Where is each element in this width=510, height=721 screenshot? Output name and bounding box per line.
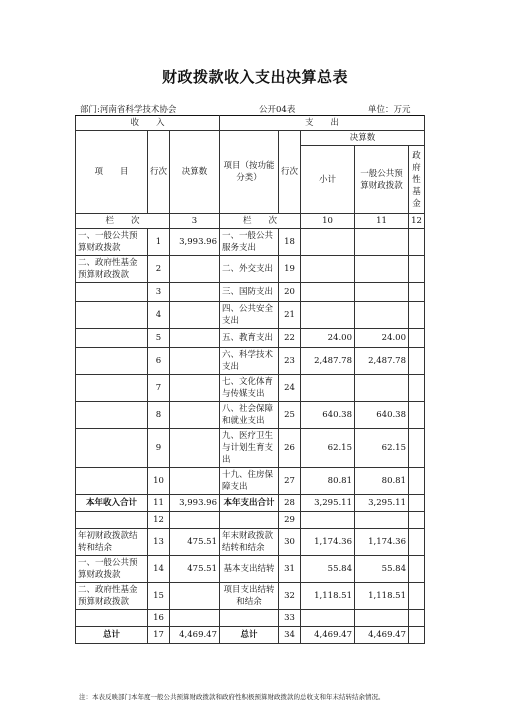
expense-item-cell: 九、医疗卫生与计划生育支出 (220, 429, 279, 468)
income-item-cell: 一、一般公共预算财政拨款 (76, 556, 148, 583)
expense-row-no-cell: 24 (279, 375, 301, 402)
income-amount-cell (170, 329, 220, 348)
table-row (76, 556, 425, 583)
table-row (76, 302, 425, 329)
gov-fund-cell (409, 348, 425, 375)
expense-row-no-cell: 27 (279, 468, 301, 495)
income-item-cell (76, 468, 148, 495)
gov-fund-cell (409, 583, 425, 610)
income-item-cell (76, 512, 148, 529)
expense-header: 支 出 (220, 116, 425, 131)
general-budget-cell: 62.15 (355, 429, 409, 468)
income-row-no-cell: 12 (148, 512, 170, 529)
subtotal-cell: 1,118.51 (301, 583, 355, 610)
subtotal-cell (301, 256, 355, 283)
expense-row-no-cell: 30 (279, 529, 301, 556)
expense-item-cell: 十九、住房保障支出 (220, 468, 279, 495)
subtotal-cell (301, 610, 355, 627)
expense-item-cell: 四、公共安全支出 (220, 302, 279, 329)
subtotal-cell: 1,174.36 (301, 529, 355, 556)
unit-label: 单位：万元 (368, 105, 411, 115)
income-amount-cell: 3,993.96 (170, 495, 220, 512)
table-row (76, 529, 425, 556)
col-10: 10 (301, 214, 355, 229)
expense-item-cell: 六、科学技术支出 (220, 348, 279, 375)
income-amount-cell: 4,469.47 (170, 627, 220, 644)
income-row-no-cell: 1 (148, 229, 170, 256)
gov-fund-cell (409, 627, 425, 644)
subtotal-cell (301, 302, 355, 329)
table-row (76, 283, 425, 302)
expense-item-cell: 三、国防支出 (220, 283, 279, 302)
gov-fund-cell (409, 512, 425, 529)
income-item-cell: 总计 (76, 627, 148, 644)
income-row-no-cell: 7 (148, 375, 170, 402)
expense-item-cell: 五、教育支出 (220, 329, 279, 348)
income-row-no-cell: 11 (148, 495, 170, 512)
general-budget-cell: 1,118.51 (355, 583, 409, 610)
table-row (76, 512, 425, 529)
income-item-cell (76, 329, 148, 348)
income-amount-cell (170, 468, 220, 495)
table-row (76, 583, 425, 610)
income-amount-cell (170, 512, 220, 529)
table-row (76, 495, 425, 512)
gov-fund-cell (409, 283, 425, 302)
col-11: 11 (355, 214, 409, 229)
col-3: 3 (170, 214, 220, 229)
gov-fund-cell (409, 329, 425, 348)
income-item-cell (76, 610, 148, 627)
gov-fund-cell (409, 302, 425, 329)
income-amount-cell (170, 375, 220, 402)
general-budget-cell: 640.38 (355, 402, 409, 429)
gov-fund-cell (409, 229, 425, 256)
income-amount-cell (170, 348, 220, 375)
income-item-cell (76, 283, 148, 302)
expense-row-no-cell: 34 (279, 627, 301, 644)
final-amount-header: 决算数 (301, 131, 425, 146)
func-item-header: 项目（按功能分类） (220, 131, 279, 214)
expense-row-no-cell: 20 (279, 283, 301, 302)
department-label: 部门:河南省科学技术协会 (80, 105, 177, 115)
income-row-no-cell: 10 (148, 468, 170, 495)
income-header: 收 入 (76, 116, 220, 131)
general-budget-cell: 2,487.78 (355, 348, 409, 375)
income-amount-cell (170, 429, 220, 468)
gov-fund-cell (409, 375, 425, 402)
general-budget-cell (355, 256, 409, 283)
col-12: 12 (409, 214, 425, 229)
general-budget-cell (355, 610, 409, 627)
expense-row-no-cell: 31 (279, 556, 301, 583)
income-item-cell (76, 402, 148, 429)
expense-item-cell: 一、一般公共服务支出 (220, 229, 279, 256)
income-row-no-cell: 15 (148, 583, 170, 610)
income-amount-cell (170, 402, 220, 429)
income-item-cell: 二、政府性基金预算财政拨款 (76, 256, 148, 283)
expense-row-no-cell: 25 (279, 402, 301, 429)
gov-fund-cell (409, 495, 425, 512)
general-budget-cell: 80.81 (355, 468, 409, 495)
income-item-cell: 本年收入合计 (76, 495, 148, 512)
expense-item-cell: 八、社会保障和就业支出 (220, 402, 279, 429)
income-row-no-cell: 8 (148, 402, 170, 429)
income-amount-cell: 475.51 (170, 529, 220, 556)
row-no-header: 行次 (148, 131, 170, 214)
general-budget-cell (355, 229, 409, 256)
table-row (76, 610, 425, 627)
expense-item-cell: 项目支出结转和结余 (220, 583, 279, 610)
expense-row-no-cell: 29 (279, 512, 301, 529)
subtotal-header: 小计 (301, 146, 355, 214)
income-row-no-cell: 16 (148, 610, 170, 627)
expense-row-no-cell: 22 (279, 329, 301, 348)
page-title: 财政拨款收入支出决算总表 (161, 68, 348, 86)
gov-fund-cell (409, 529, 425, 556)
footnote: 注：本表反映部门本年度一般公共预算财政拨款和政府性积极预算财政拨款的总收支和年末结转结余情况。 (79, 693, 385, 701)
income-amount-cell (170, 610, 220, 627)
income-row-no-cell: 2 (148, 256, 170, 283)
expense-item-cell: 年末财政拨款结转和结余 (220, 529, 279, 556)
income-item-cell (76, 429, 148, 468)
final-accounts-table (75, 115, 425, 644)
income-row-no-cell: 17 (148, 627, 170, 644)
gov-fund-cell (409, 556, 425, 583)
table-row (76, 229, 425, 256)
general-budget-cell: 4,469.47 (355, 627, 409, 644)
item-header: 项 目 (76, 131, 148, 214)
income-row-no-cell: 13 (148, 529, 170, 556)
subtotal-cell: 80.81 (301, 468, 355, 495)
general-budget-cell (355, 302, 409, 329)
expense-item-cell (220, 512, 279, 529)
general-budget-cell (355, 375, 409, 402)
income-amount-cell (170, 283, 220, 302)
subtotal-cell: 62.15 (301, 429, 355, 468)
expense-row-no-cell: 32 (279, 583, 301, 610)
gov-fund-cell (409, 468, 425, 495)
income-row-no-cell: 9 (148, 429, 170, 468)
general-budget-cell (355, 512, 409, 529)
general-budget-cell: 24.00 (355, 329, 409, 348)
subtotal-cell: 640.38 (301, 402, 355, 429)
income-row-no-cell: 3 (148, 283, 170, 302)
gov-fund-cell (409, 610, 425, 627)
row-no2-header: 行次 (279, 131, 301, 214)
income-row-no-cell: 4 (148, 302, 170, 329)
income-amount-cell (170, 256, 220, 283)
gov-fund-header: 政府性基金 (409, 146, 425, 214)
income-row-no-cell: 6 (148, 348, 170, 375)
table-row (76, 429, 425, 468)
expense-item-cell: 七、文化体育与传媒支出 (220, 375, 279, 402)
expense-row-no-cell: 26 (279, 429, 301, 468)
subtotal-cell (301, 512, 355, 529)
income-row-no-cell: 5 (148, 329, 170, 348)
amount-header: 决算数 (170, 131, 220, 214)
income-row-no-cell: 14 (148, 556, 170, 583)
expense-row-no-cell: 18 (279, 229, 301, 256)
table-row (76, 348, 425, 375)
col-label: 栏 次 (76, 214, 170, 229)
income-amount-cell: 475.51 (170, 556, 220, 583)
gov-fund-cell (409, 429, 425, 468)
income-item-cell: 年初财政拨款结转和结余 (76, 529, 148, 556)
expense-item-cell: 本年支出合计 (220, 495, 279, 512)
subtotal-cell: 4,469.47 (301, 627, 355, 644)
subtotal-cell (301, 375, 355, 402)
table-row (76, 329, 425, 348)
gov-fund-cell (409, 402, 425, 429)
expense-row-no-cell: 21 (279, 302, 301, 329)
table-row (76, 256, 425, 283)
general-budget-header: 一般公共预算财政拨款 (355, 146, 409, 214)
income-item-cell (76, 375, 148, 402)
general-budget-cell: 1,174.36 (355, 529, 409, 556)
general-budget-cell: 55.84 (355, 556, 409, 583)
col-label-2: 栏 次 (220, 214, 301, 229)
table-row (76, 627, 425, 644)
expense-item-cell: 基本支出结转 (220, 556, 279, 583)
subtotal-cell: 3,295.11 (301, 495, 355, 512)
expense-item-cell: 二、外交支出 (220, 256, 279, 283)
income-item-cell (76, 302, 148, 329)
subtotal-cell (301, 283, 355, 302)
general-budget-cell: 3,295.11 (355, 495, 409, 512)
expense-item-cell: 总计 (220, 627, 279, 644)
income-amount-cell: 3,993.96 (170, 229, 220, 256)
table-code-label: 公开04表 (259, 105, 296, 115)
income-item-cell: 一、一般公共预算财政拨款 (76, 229, 148, 256)
income-item-cell (76, 348, 148, 375)
expense-item-cell (220, 610, 279, 627)
expense-row-no-cell: 19 (279, 256, 301, 283)
table-row (76, 375, 425, 402)
table-row (76, 468, 425, 495)
subtotal-cell: 24.00 (301, 329, 355, 348)
subtotal-cell: 55.84 (301, 556, 355, 583)
income-amount-cell (170, 302, 220, 329)
income-item-cell: 二、政府性基金预算财政拨款 (76, 583, 148, 610)
expense-row-no-cell: 28 (279, 495, 301, 512)
general-budget-cell (355, 283, 409, 302)
gov-fund-cell (409, 256, 425, 283)
income-amount-cell (170, 583, 220, 610)
subtotal-cell: 2,487.78 (301, 348, 355, 375)
expense-row-no-cell: 23 (279, 348, 301, 375)
subtotal-cell (301, 229, 355, 256)
table-row (76, 402, 425, 429)
expense-row-no-cell: 33 (279, 610, 301, 627)
